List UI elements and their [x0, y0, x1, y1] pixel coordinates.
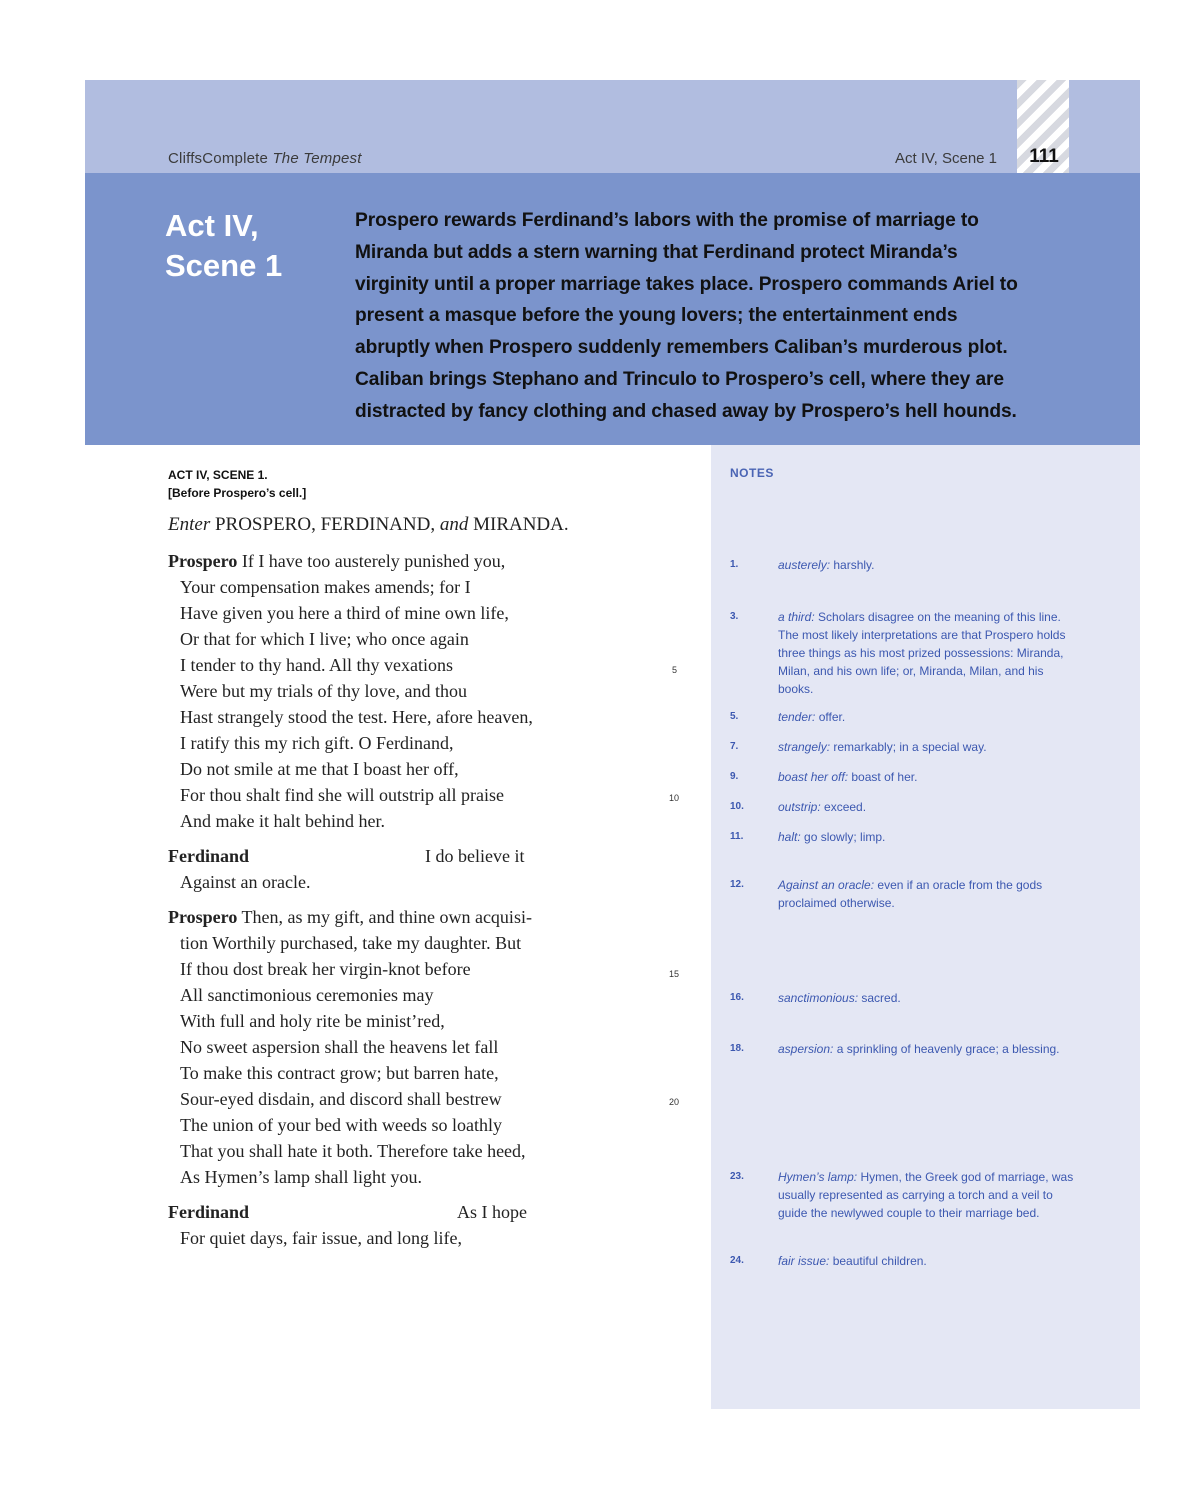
note-item: 7. strangely: remarkably; in a special way.	[730, 740, 987, 754]
note-item: 18. aspersion: a sprinkling of heavenly grace; a blessing.	[730, 1042, 1060, 1056]
note-item: 16. sanctimonious: sacred.	[730, 991, 901, 1005]
scene-location: [Before Prospero’s cell.]	[168, 486, 307, 500]
verse-line: For thou shalt find she will outstrip all praise	[180, 785, 504, 805]
summary-line: Caliban brings Stephano and Trinculo to Prospero’s cell, where they are	[355, 368, 1004, 390]
verse-line: And make it halt behind her.	[180, 811, 385, 831]
verse-line: As I hope	[457, 1202, 527, 1222]
verse-line: For quiet days, fair issue, and long life,	[180, 1228, 462, 1248]
summary-line: Miranda but adds a stern warning that Ferdinand protect Miranda’s	[355, 241, 958, 263]
speaker-name: Ferdinand	[168, 1202, 250, 1222]
running-header-title: CliffsComplete The Tempest	[168, 150, 362, 167]
verse-line: Prospero If I have too austerely punished you,	[168, 551, 506, 571]
verse-line: I do believe it	[425, 846, 525, 866]
summary-line: abruptly when Prospero suddenly remembers Caliban’s murderous plot.	[355, 337, 1008, 359]
verse-line: As Hymen’s lamp shall light you.	[180, 1167, 422, 1187]
verse-line: I tender to thy hand. All thy vexations	[180, 655, 453, 675]
scene-summary	[355, 205, 1090, 428]
verse-line: Your compensation makes amends; for I	[180, 577, 471, 597]
verse-line: All sanctimonious ceremonies may	[180, 985, 434, 1005]
verse-line: Prospero Then, as my gift, and thine own acquisi-	[168, 907, 532, 927]
note-item: 23. Hymen’s lamp: Hymen, the Greek god of marriage, was usually represented as carrying a torch and a veil to guide the newlywed couple to their marriage bed.	[730, 1170, 1074, 1220]
verse-line: Against an oracle.	[180, 872, 311, 892]
verse-line: Do not smile at me that I boast her off,	[180, 759, 459, 779]
verse-line: No sweet aspersion shall the heavens let fall	[180, 1037, 499, 1057]
page-number: 111	[1029, 146, 1059, 167]
summary-line: virginity until a proper marriage takes place. Prospero commands Ariel to	[355, 273, 1018, 295]
line-number: 10	[669, 793, 680, 803]
note-item: 9. boast her off: boast of her.	[730, 770, 918, 784]
verse-line: That you shall hate it both. Therefore take heed,	[180, 1141, 526, 1161]
note-item: 10. outstrip: exceed.	[730, 800, 867, 814]
note-item: 3. a third: Scholars disagree on the meaning of this line. The most likely interpretations are that Prospero holds three things as his most prized possessions: Miranda, Milan, and his own life; or, Miranda, Milan, and his books.	[730, 610, 1066, 696]
act-title: Act IV, Scene 1	[165, 208, 283, 283]
stage-direction: Enter PROSPERO, FERDINAND, and MIRANDA.	[168, 514, 569, 535]
note-item: 12. Against an oracle: even if an oracle from the gods proclaimed otherwise.	[730, 878, 1043, 910]
line-number: 5	[672, 665, 678, 675]
verse-line: Were but my trials of thy love, and thou	[180, 681, 467, 701]
verse-line: Sour-eyed disdain, and discord shall bestrew	[180, 1089, 502, 1109]
verse-line: With full and holy rite be minist’red,	[180, 1011, 445, 1031]
scene-heading: ACT IV, SCENE 1. [Before Prospero’s cell.]	[168, 468, 307, 500]
summary-line: present a masque before the young lovers; the entertainment ends	[355, 305, 958, 327]
note-item: 11. halt: go slowly; limp.	[730, 830, 886, 844]
summary-line: distracted by fancy clothing and chased away by Prospero’s hell hounds.	[355, 400, 1017, 422]
note-item: 5. tender: offer.	[730, 710, 846, 724]
verse-line: The union of your bed with weeds so loathly	[180, 1115, 502, 1135]
verse-line: Have given you here a third of mine own life,	[180, 603, 509, 623]
summary-line: Prospero rewards Ferdinand’s labors with the promise of marriage to	[355, 210, 979, 231]
verse-line: tion Worthily purchased, take my daughter. But	[180, 933, 522, 953]
verse-line: Hast strangely stood the test. Here, afore heaven,	[180, 707, 533, 727]
speaker-name: Ferdinand	[168, 846, 250, 866]
note-item: 1. austerely: harshly.	[730, 558, 875, 572]
running-header-section: Act IV, Scene 1	[895, 150, 998, 167]
verse-line: If thou dost break her virgin-knot before	[180, 959, 471, 979]
line-number: 20	[669, 1097, 680, 1107]
verse-line: To make this contract grow; but barren hate,	[180, 1063, 499, 1083]
note-item: 24. fair issue: beautiful children.	[730, 1254, 927, 1268]
line-number: 15	[669, 969, 680, 979]
verse-line: Or that for which I live; who once again	[180, 629, 469, 649]
verse-line: I ratify this my rich gift. O Ferdinand,	[180, 733, 454, 753]
notes-title: NOTES	[730, 466, 774, 480]
